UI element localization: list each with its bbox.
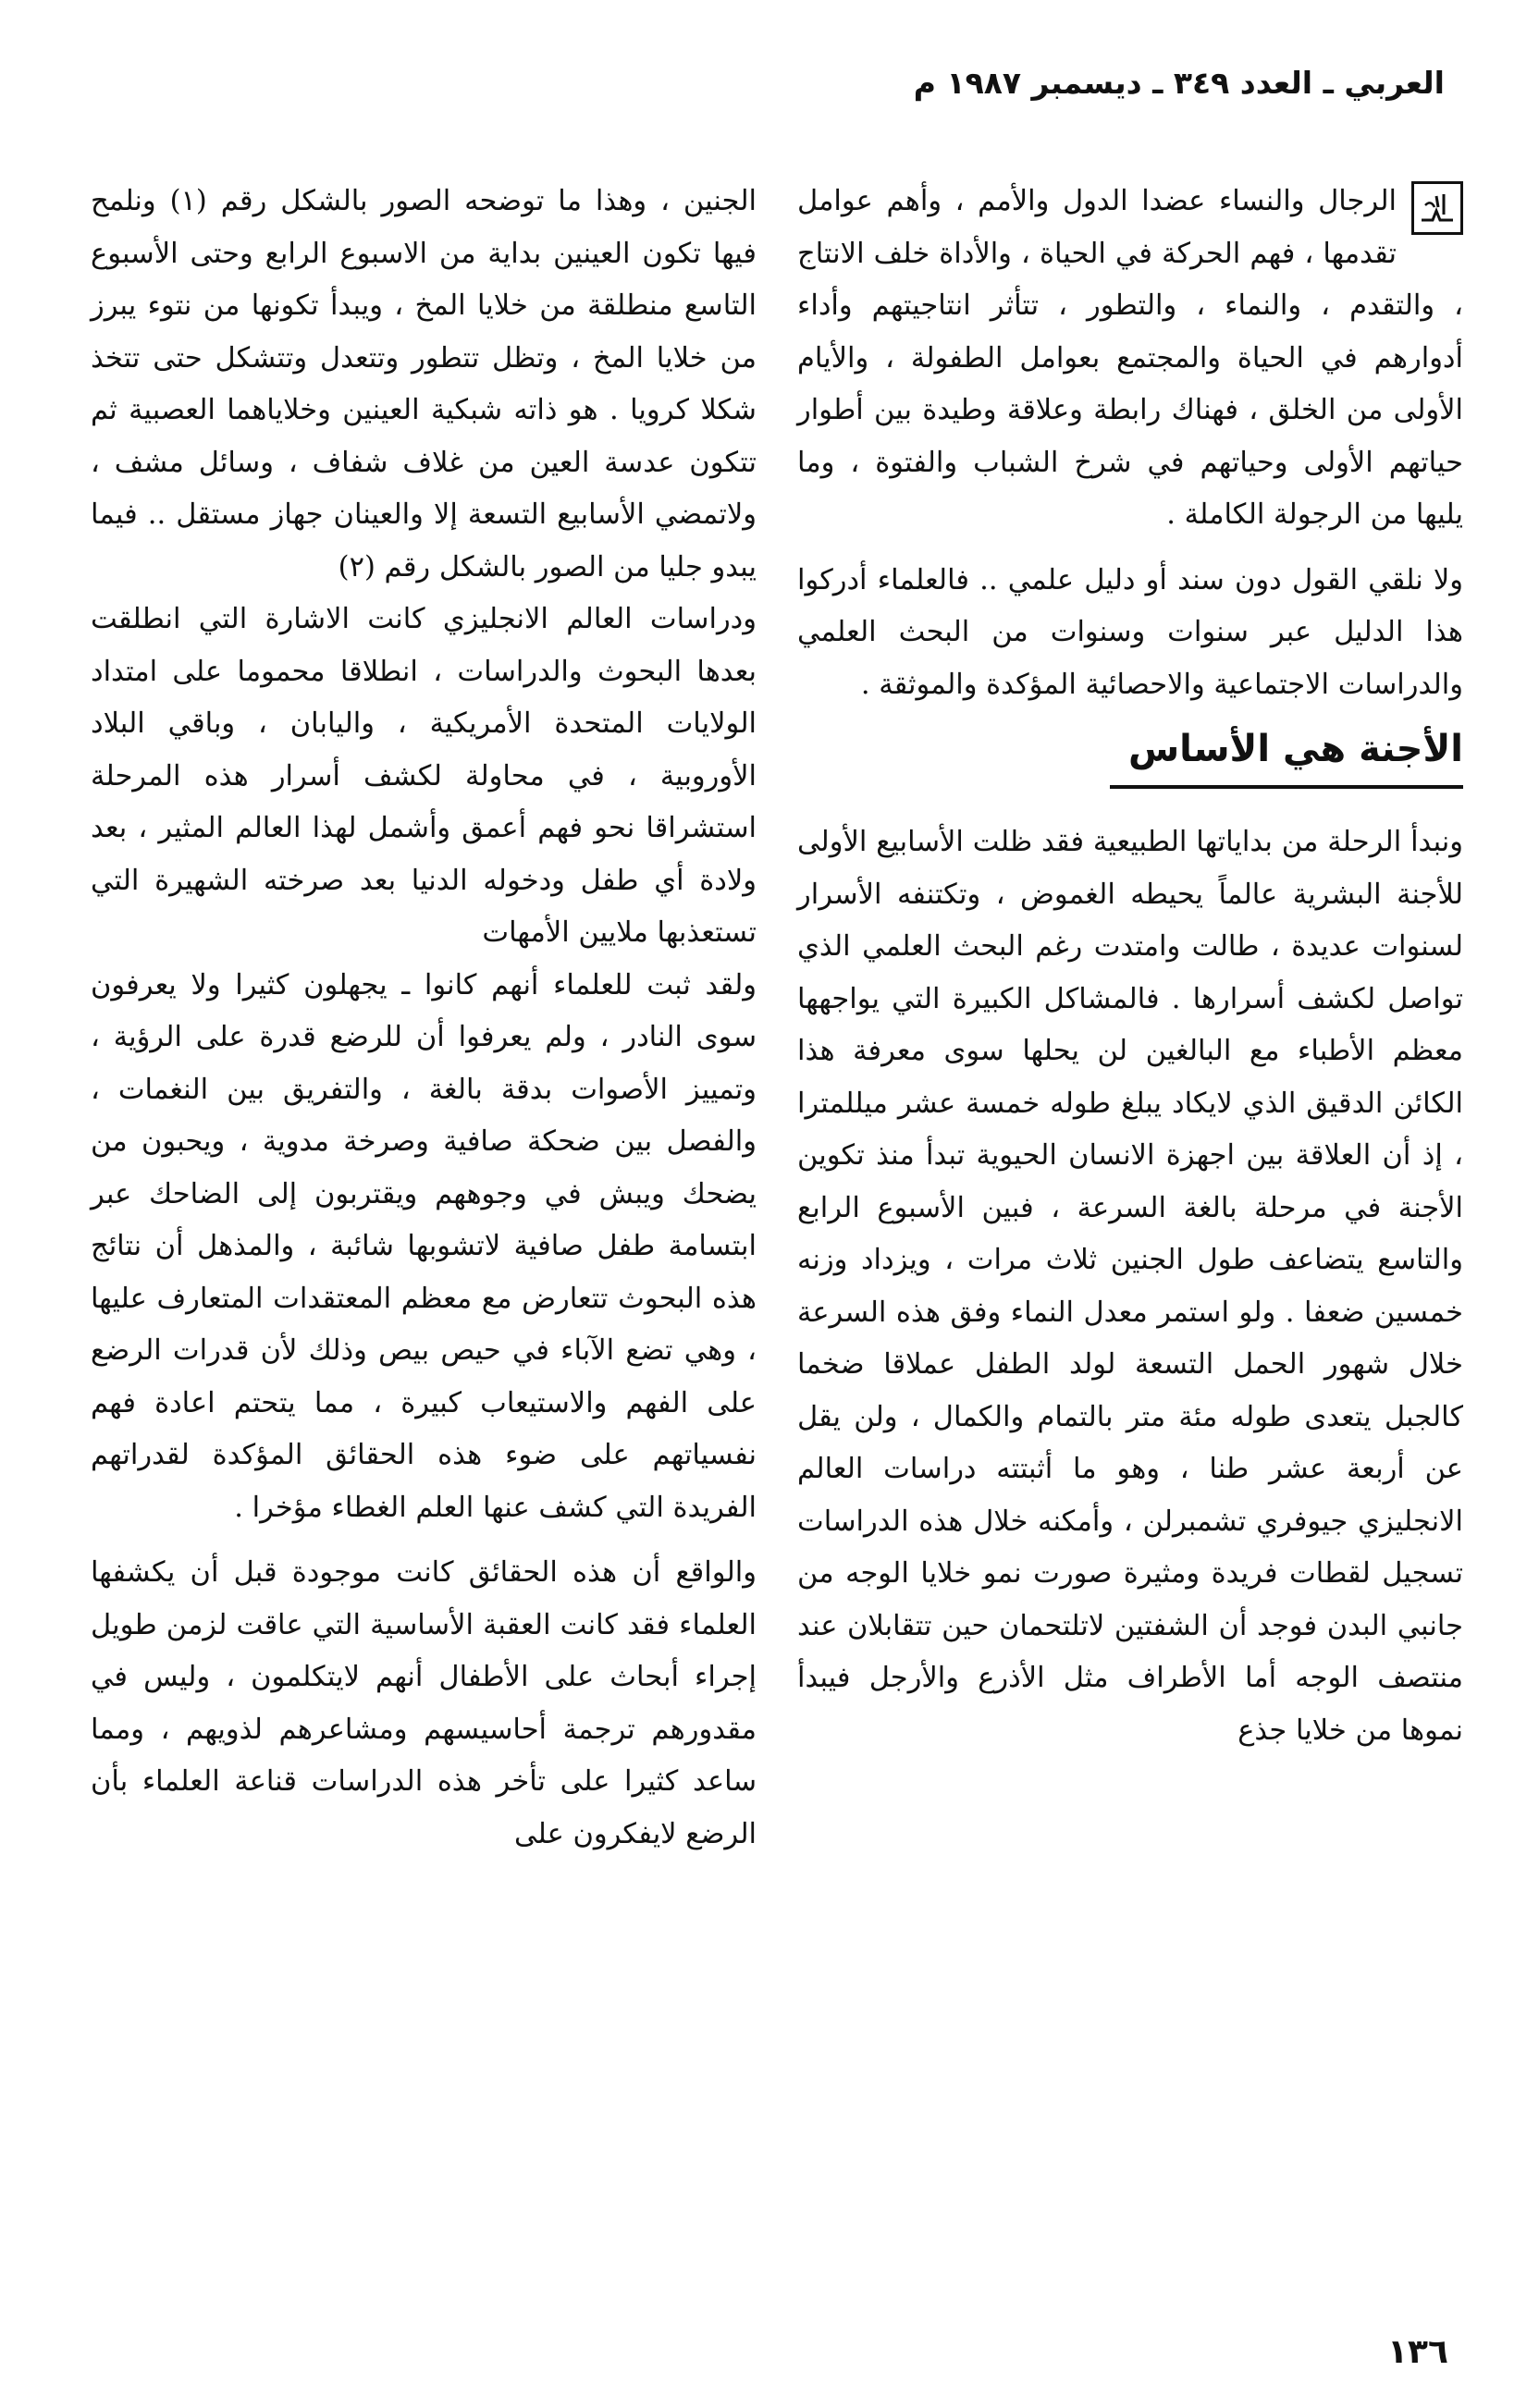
reality-paragraph: والواقع أن هذه الحقائق كانت موجودة قبل أن يكشفها العلماء فقد كانت العقبة الأساسية التي عاقت لزمن طويل إجراء أبحاث على الأطفال أنهم لايتكلمون ، وليس في مقدورهم ترجمة أحاسيسهم ومشاعرهم لذويهم ، ومما ساعد كثيرا على تأخر هذه الدراسات قناعة العلماء بأن الرضع لايفكرون على <box>91 1556 757 1850</box>
eyes-paragraph: الجنين ، وهذا ما توضحه الصور بالشكل رقم (١) ونلمح فيها تكون العينين بداية من الاسبوع الرابع وحتى الأسبوع التاسع منطلقة من خلايا المخ ، ويبدأ تكونها من نتوء يبرز من خلايا المخ ، وتظل تتطور وتتعدل وتتشكل حتى تتخذ شكلا كرويا . هو ذاته شبكية العينين وخلاياهما العصبية ثم تتكون عدسة العين من غلاف شفاف ، وسائل مشف ، ولاتمضي الأسابيع التسعة إلا والعينان جهاز مستقل .. فيما يبدو جليا من الصور بالشكل رقم (٢) <box>91 185 757 584</box>
section-heading: الأجنة هي الأساس <box>1110 720 1463 789</box>
infants-paragraph: ولقد ثبت للعلماء أنهم كانوا ـ يجهلون كثيرا ولا يعرفون سوى النادر ، ولم يعرفوا أن للرضع قدرة على الرؤية ، وتمييز الأصوات بدقة بالغة ، والتفريق بين النغمات ، والفصل بين ضحكة صافية وصرخة مدوية ، ويحبون من يضحك ويبش في وجوههم ويقتربون إلى الضاحك عبر ابتسامة طفل صافية لاتشوبها شائبة ، والمذهل أن نتائج هذه البحوث تتعارض مع معظم المعتقدات المتعارف عليها ، وهي تضع الآباء في حيص بيص وذلك لأن قدرات الرضع على الفهم والاستيعاب كبيرة ، مما يتحتم اعادة فهم نفسياتهم على ضوء هذه الحقائق المؤكدة لقدراتهم الفريدة التي كشف عنها العلم الغطاء مؤخرا . <box>91 968 757 1524</box>
right-column <box>797 176 1463 2284</box>
studies-paragraph: ودراسات العالم الانجليزي كانت الاشارة التي انطلقت بعدها البحوث والدراسات ، انطلاقا محموما على امتداد الولايات المتحدة الأمريكية ، واليابان ، وباقي البلاد الأوروبية ، في محاولة لكشف أسرار هذه المرحلة استشراقا نحو فهم أعمق وأشمل لهذا العالم المثير ، بعد ولادة أي طفل ودخوله الدنيا بعد صرخته الشهيرة التي تستعذبها ملايين الأمهات <box>91 603 757 949</box>
arabic-calligraphy-logo-icon <box>1411 181 1463 235</box>
page-number: ١٣٦ <box>1387 2333 1448 2371</box>
intro-paragraph: الرجال والنساء عضدا الدول والأمم ، وأهم عوامل تقدمها ، فهم الحركة في الحياة ، والأداة خلف الانتاج ، والتقدم ، والنماء ، والتطور ، تتأثر انتاجيتهم وأداء أدوارهم في الحياة والمجتمع بعوامل الطفولة ، والأيام الأولى من الخلق ، فهناك رابطة وعلاقة وطيدة بين أطوار حياتهم الأولى وحياتهم في شرخ الشباب والفتوة ، وما يليها من الرجولة الكاملة . <box>797 185 1463 531</box>
left-column <box>91 176 757 2284</box>
evidence-paragraph: ولا نلقي القول دون سند أو دليل علمي .. فالعلماء أدركوا هذا الدليل عبر سنوات وسنوات من البحث العلمي والدراسات الاجتماعية والاحصائية المؤكدة والموثقة . <box>797 563 1463 701</box>
embryo-paragraph: ونبدأ الرحلة من بداياتها الطبيعية فقد ظلت الأسابيع الأولى للأجنة البشرية عالماً يحيطه الغموض ، وتكتنفه الأسرار لسنوات عديدة ، طالت وامتدت رغم البحث العلمي الذي تواصل لكشف أسرارها . فالمشاكل الكبيرة التي يواجهها معظم الأطباء مع البالغين لن يحلها سوى معرفة هذا الكائن الدقيق الذي لايكاد يبلغ طوله خمسة عشر ميللمترا ، إذ أن العلاقة بين اجهزة الانسان الحيوية تبدأ منذ تكوين الأجنة في مرحلة بالغة السرعة ، فبين الأسبوع الرابع والتاسع يتضاعف طول الجنين ثلاث مرات ، ويزداد وزنه خمسين ضعفا . ولو استمر معدل النماء وفق هذه السرعة خلال شهور الحمل التسعة لولد الطفل عملاقا ضخما كالجبل يتعدى طوله مئة متر بالتمام والكمال ، ولن يقل عن أربعة عشر طنا ، وهو ما أثبتته دراسات العالم الانجليزي جيوفري تشمبرلن ، وأمكنه خلال هذه الدراسات تسجيل لقطات فريدة ومثيرة صورت نمو خلايا الوجه من جانبي البدن فوجد أن الشفتين لاتلتحمان حين تتقابلان عند منتصف الوجه أما الأطراف مثل الأذرع والأرجل فيبدأ نموها من خلايا جذع <box>797 826 1463 1747</box>
magazine-header: العربي ـ العدد ٣٤٩ ـ ديسمبر ١٩٨٧ م <box>913 65 1445 101</box>
